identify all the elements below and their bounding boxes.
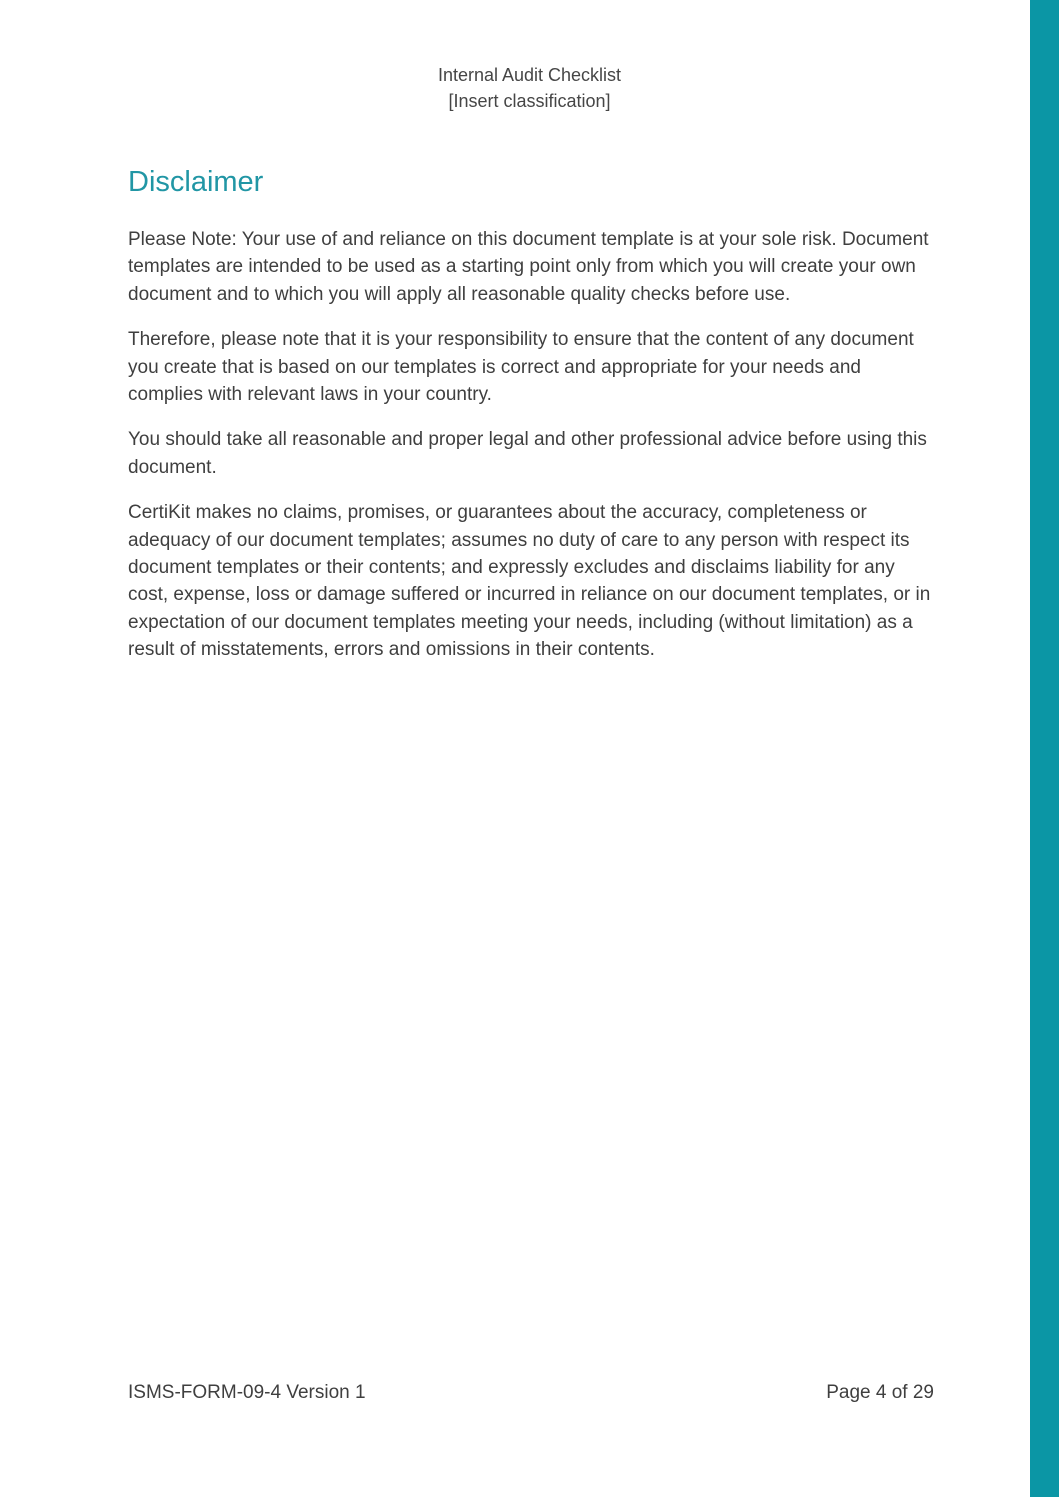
- disclaimer-paragraph-1: Please Note: Your use of and reliance on this document template is at your sole risk. Document templates are intended to be used as a starting point only from which you will create your own document and to which you will apply all reasonable quality checks before use.: [128, 229, 929, 305]
- right-accent-bar: [1030, 0, 1059, 1497]
- disclaimer-paragraph-3: You should take all reasonable and proper legal and other professional advice before using this document.: [128, 429, 927, 478]
- disclaimer-paragraph-2: Therefore, please note that it is your responsibility to ensure that the content of any document you create that is based on our templates is correct and appropriate for your needs and complies with relevant laws in your country.: [128, 329, 914, 406]
- disclaimer-paragraph-4: CertiKit makes no claims, promises, or guarantees about the accuracy, completeness or adequacy of our document templates; assumes no duty of care to any person with respect its document templates or their contents; and expressly excludes and disclaims liability for any cost, expense, loss or damage suffered or incurred in reliance on our document templates, or in expectation of our document templates meeting your needs, including (without limitation) as a result of misstatements, errors and omissions in their contents.: [128, 502, 931, 661]
- section-heading-disclaimer: Disclaimer: [128, 166, 264, 198]
- classification-placeholder: [Insert classification]: [448, 91, 611, 111]
- disclaimer-body: [128, 226, 934, 682]
- footer-page-number: Page 4 of 29: [826, 1382, 934, 1403]
- document-title: Internal Audit Checklist: [437, 65, 622, 85]
- footer-document-id: ISMS-FORM-09-4 Version 1: [128, 1382, 366, 1403]
- page-header: [0, 62, 1059, 114]
- page-footer: [128, 1379, 934, 1406]
